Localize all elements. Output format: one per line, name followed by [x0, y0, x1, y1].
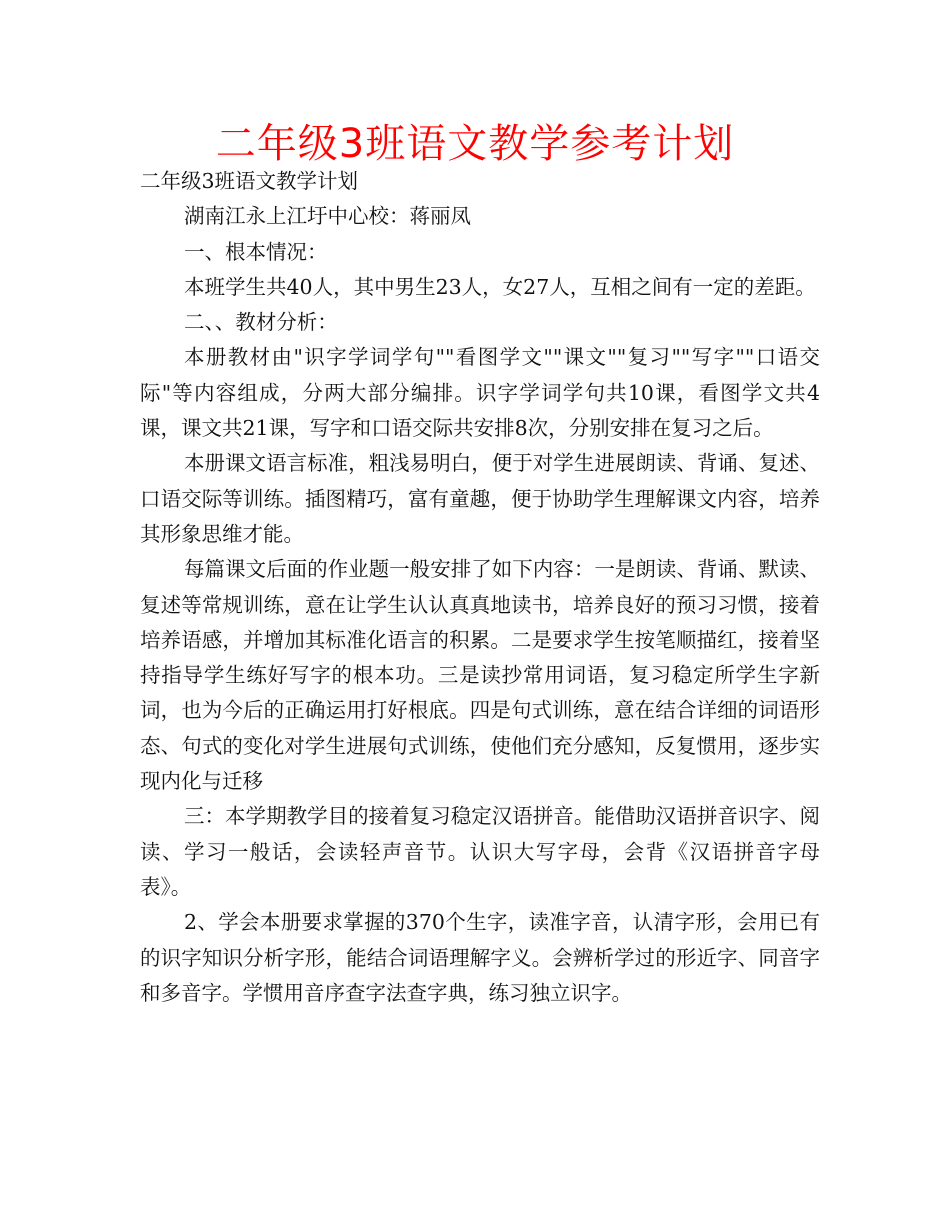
- page-title: 二年级3班语文教学参考计划: [215, 121, 735, 167]
- paragraph-class-info: 本班学生共40人，其中男生23人，女27人，互相之间有一定的差距。: [184, 274, 816, 299]
- author-line: 湖南江永上江圩中心校：蒋丽凤: [184, 204, 471, 229]
- section-heading-textbook-analysis: 二、、教材分析：: [184, 310, 338, 335]
- section-heading-basic-info: 一、根本情况：: [184, 239, 328, 264]
- paragraph-textbook-composition: 本册教材由"识字学词学句""看图学文""课文""复习""写字""口语交际"等内容组成，分两大部分编排。识字学词学句共10课，看图学文共4课，课文共21课，写字和口语交际共安排8次，分别安排在复习之后。: [140, 345, 820, 441]
- document-body: [140, 164, 820, 1011]
- paragraph-character-learning: 2、学会本册要求掌握的370个生字，读准字音，认清字形，会用已有的识字知识分析字形，能结合词语理解字义。会辨析学过的形近字、同音字和多音字。学惯用音序查字法查字典，练习独立识字。: [140, 910, 820, 1005]
- paragraph-homework-content: 每篇课文后面的作业题一般安排了如下内容：一是朗读、背诵、默读、复述等常规训练，意在让学生认认真真地读书，培养良好的预习习惯，接着培养语感，并增加其标准化语言的积累。二是要求学生按笔顺描红，接着坚持指导学生练好写字的根本功。三是读抄常用词语，复习稳定所学生字新词，也为今后的正确运用打好根底。四是句式训练，意在结合详细的词语形态、句式的变化对学生进展句式训练，使他们充分感知，反复惯用，逐步实现内化与迁移: [140, 557, 820, 794]
- document-subtitle: 二年级3班语文教学计划: [140, 169, 359, 193]
- paragraph-teaching-goals: 三：本学期教学目的接着复习稳定汉语拼音。能借助汉语拼音识字、阅读、学习一般话，会读轻声音节。认识大写字母，会背《汉语拼音字母表》。: [140, 804, 820, 899]
- paragraph-text-language: 本册课文语言标准，粗浅易明白，便于对学生进展朗读、背诵、复述、口语交际等训练。插图精巧，富有童趣，便于协助学生理解课文内容，培养其形象思维才能。: [140, 451, 820, 546]
